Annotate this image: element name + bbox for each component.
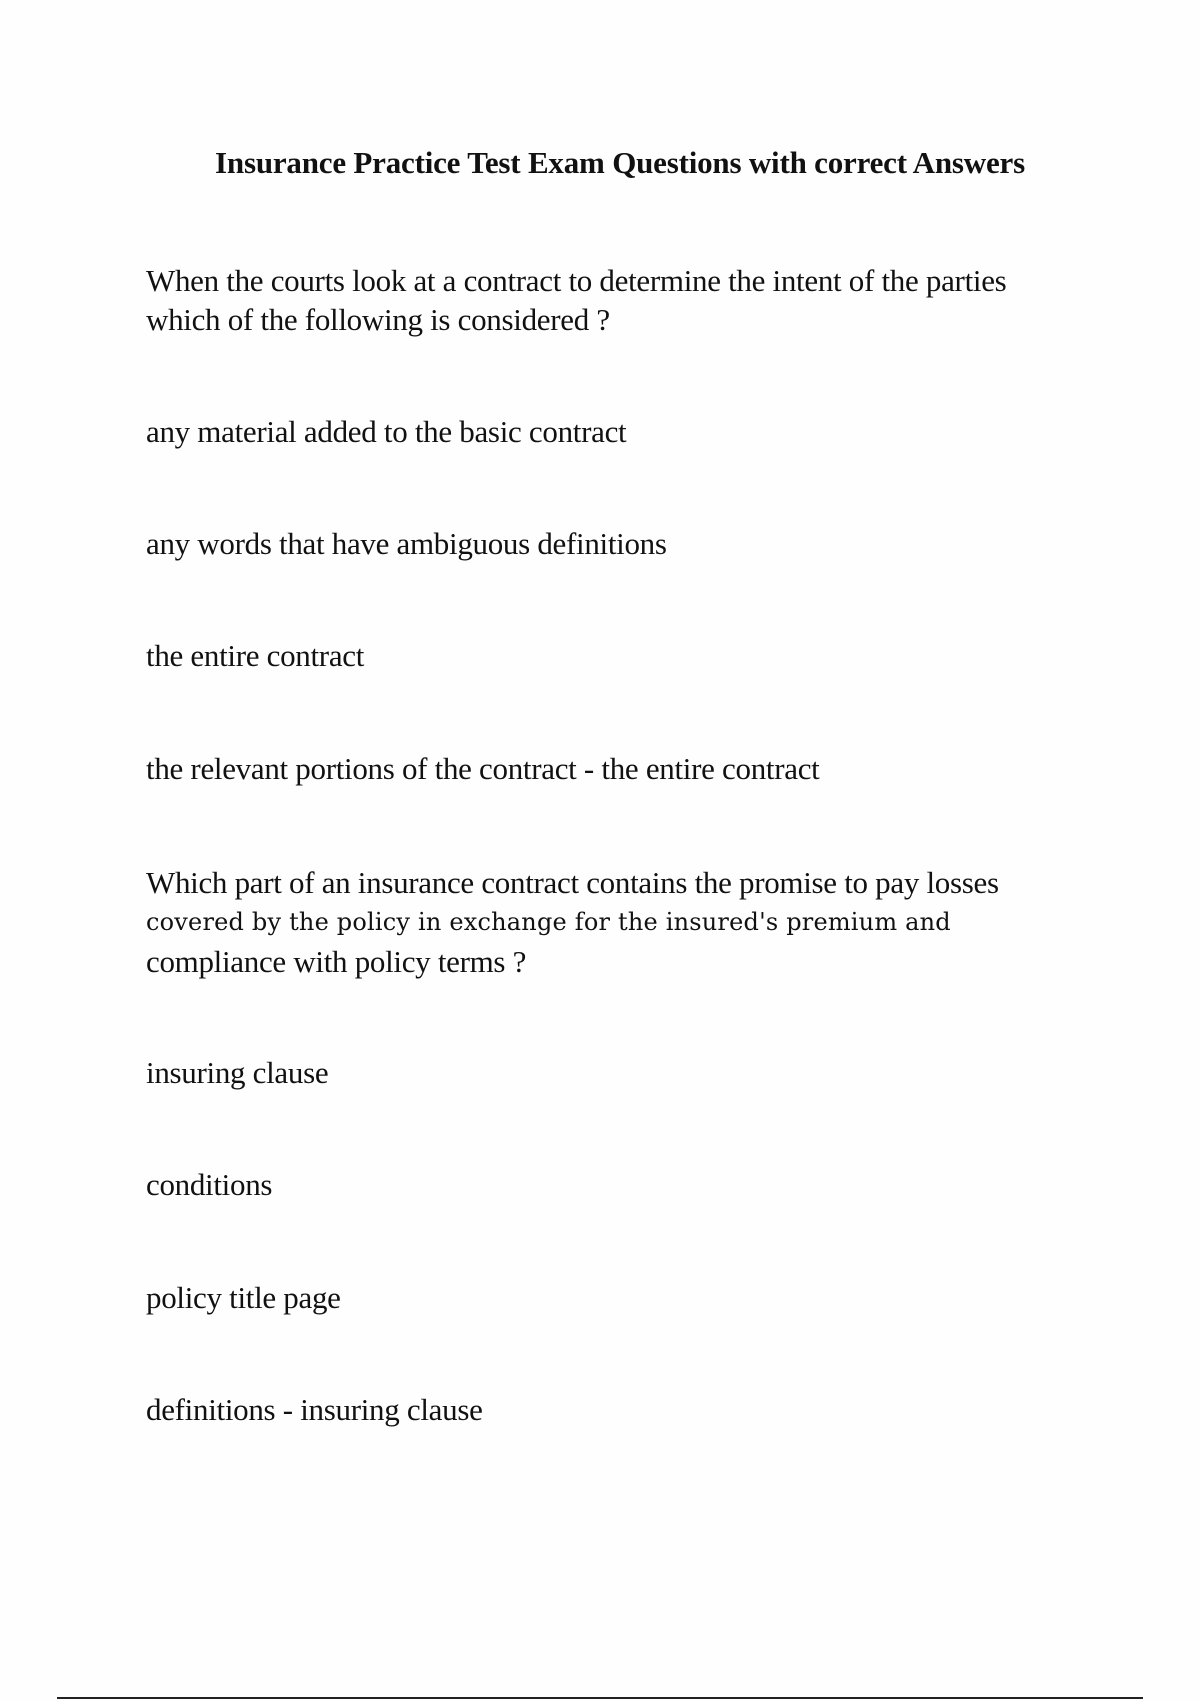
question-2-line-2: covered by the policy in exchange for the insured's premium and (146, 908, 951, 936)
question-2-answer: definitions - insuring clause (146, 1392, 483, 1427)
question-1-line-1: When the courts look at a contract to determine the intent of the parties (146, 263, 1007, 298)
question-1-option-3: the entire contract (146, 638, 365, 673)
question-1-answer: the relevant portions of the contract - the entire contract (146, 751, 820, 786)
footer-rule (57, 1697, 1143, 1699)
question-1-line-2: which of the following is considered ? (146, 302, 610, 337)
question-2-option-1: insuring clause (146, 1055, 329, 1090)
question-2-option-3: policy title page (146, 1280, 341, 1315)
question-1-option-1: any material added to the basic contract (146, 414, 627, 449)
document-title: Insurance Practice Test Exam Questions with correct Answers (215, 145, 1025, 180)
question-2 (146, 863, 1096, 981)
question-2-line-3: compliance with policy terms ? (146, 944, 527, 979)
question-1 (146, 261, 1096, 339)
question-2-option-2: conditions (146, 1167, 273, 1202)
question-2-line-1: Which part of an insurance contract contains the promise to pay losses (146, 865, 999, 900)
question-1-option-2: any words that have ambiguous definitions (146, 526, 667, 561)
